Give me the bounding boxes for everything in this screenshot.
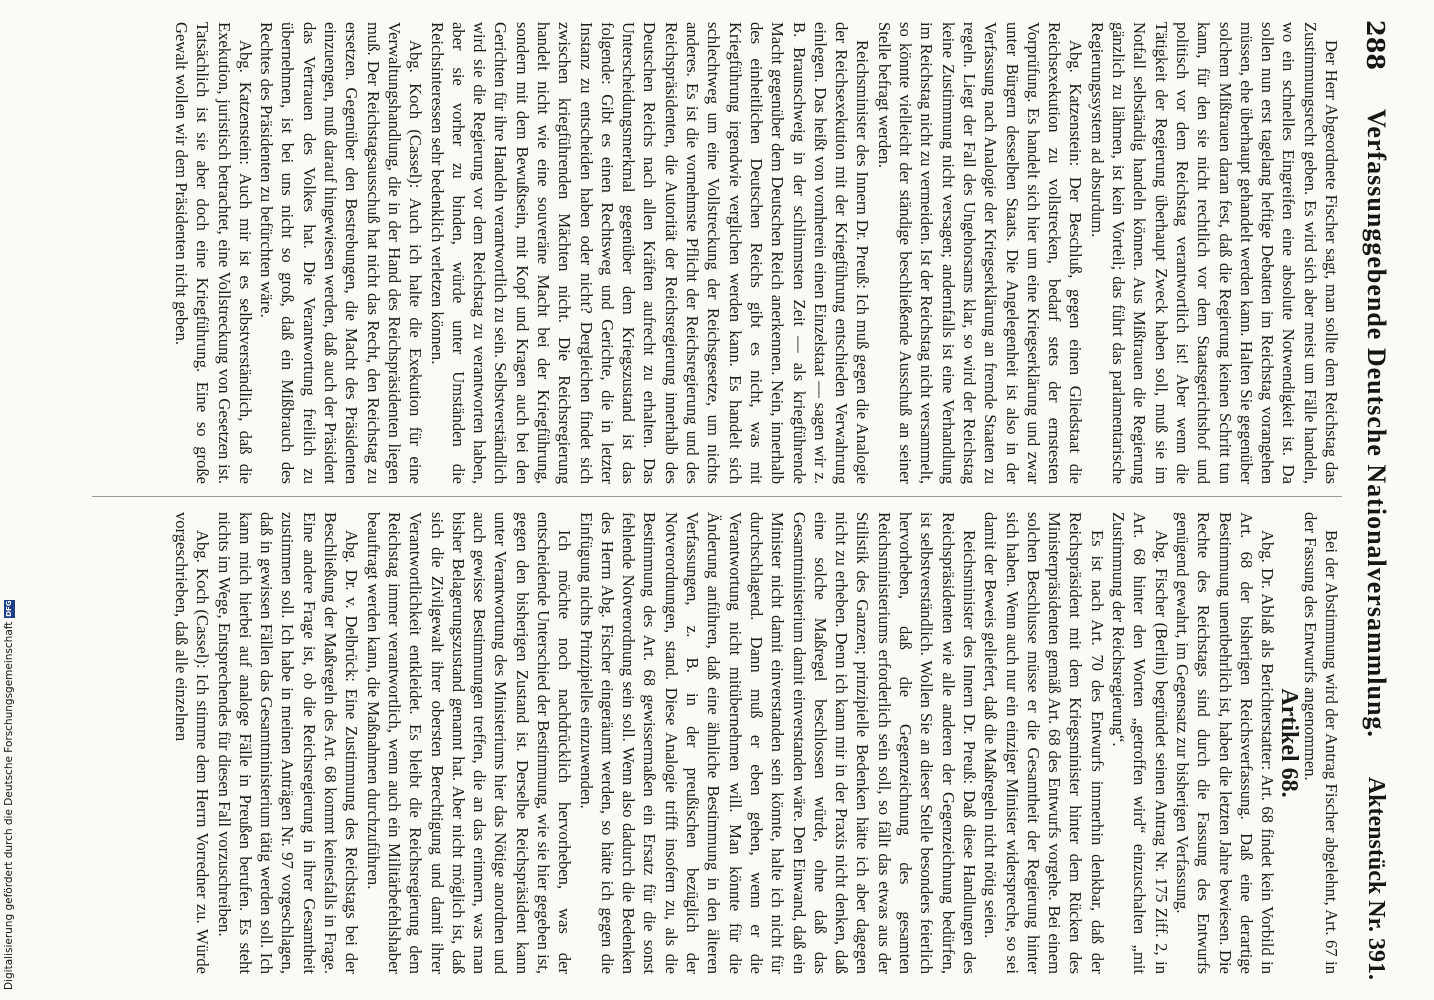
footer-strip	[0, 0, 20, 1000]
paragraph: Abg. Koch (Cassel): Ich stimme dem Herrn Vorredner zu. Würde vorgeschrieben, daß alle einzelnen	[171, 512, 213, 974]
paragraph: Reichsminister des Innern Dr. Preuß: Ich muß gegen die Analogie der Reichsexekution mit der Kriegführung entschieden Verwahrung einlegen. Das heißt von vornherein einen Einzelstaat — sagen wir z. B. Braunschweig in der schlimmsten Zeit — als kriegführende Macht gegenüber dem Deutschen Reich anerkennen. Nein, innerhalb des einheitlichen Deutschen Reichs gibt es nicht, was mit Kriegführung irgendwie verglichen werden kann. Es handelt sich schlechtweg um eine Vollstreckung der Reichsgesetze, um nichts anderes. Es ist die vornehmste Pflicht der Reichsregierung und des Reichspräsidenten, die Autorität der Reichsregierung innerhalb des Deutschen Reichs nach allen Kräften aufrecht zu erhalten. Das Unterscheidungsmerkmal gegenüber dem Kriegszustand ist das folgende: Gibt es einen Rechtsweg und Gerichte, die in letzter Instanz zu entscheiden haben oder nicht? Dergleichen findet sich zwischen kriegführenden Mächten nicht. Die Reichsregierung handelt nicht wie eine souveräne Macht bei der Kriegführung, sondern mit dem Bewußtsein, mit Kopf und Kragen auch bei den Gerichten für ihre Handeln verantwortlich zu sein. Selbstverständlich wird sie die Regierung vor dem Reichstag zu verantworten haben, aber sie vorher zu binden, würde unter Umständen die Reichsinteressen sehr bedenklich verletzen können.	[427, 22, 873, 484]
column-divider	[92, 496, 1342, 497]
vote-result: Bei der Abstimmung wird der Antrag Fischer abgelehnt, Art. 67 in der Fassung des Entwurfs angenommen.	[1300, 512, 1341, 974]
credit-text: Digitalisierung gefördert durch die Deutsche Forschungsgemeinschaft	[3, 621, 15, 990]
paragraph: Ich möchte noch nachdrücklich hervorheben, was der entscheidende Unterschied der Bestimmung, wie sie hier gegeben ist, gegen den bisherigen Zustand ist. Derselbe Reichspräsident kann unter Verantwortung des Ministeriums hier das Nötige anordnen und auch gewisse Bestimmungen treffen, die an das erinnern, was man bisher Belagerungszustand genannt hat. Aber nicht möglich ist, daß sich die Zivilgewalt ihrer obersten Berechtigung und damit ihrer Verantwortlichkeit entkleidet. Es bleibt die Reichsregierung dem Reichstag immer verantwortlich, wenn auch ein Militärbefehlshaber beauftragt werden kann, die Maßnahmen durchzuführen.	[363, 512, 575, 974]
right-column	[82, 512, 1342, 974]
paragraph: Abg. Fischer (Berlin) begründet seinen Antrag Nr. 175 Ziff. 2, in Art. 68 hinter den Worten „getroffen wird“ einzuschalten „mit Zustimmung der Reichsregierung“.	[1109, 512, 1171, 974]
running-title: Verfassunggebende Deutsche Nationalversammlung.	[1362, 109, 1391, 738]
paragraph: Abg. Koch (Cassel): Auch ich halte die Exekution für eine Verwaltungshandlung, die in der Hand des Reichspräsidenten liegen muß. Der Reichstagsausschuß hat nicht das Recht, den Reichstag zu ersetzen. Gegenüber den Bestrebungen, die Macht des Präsidenten einzuengen, muß darauf hingewiesen werden, daß auch der Präsident das Vertrauen des Volkes hat. Die Verantwortung freilich zu übernehmen, ist bei uns nicht so groß, daß ein Mißbrauch des Rechtes des Präsidenten zu befürchten wäre.	[257, 22, 426, 484]
paragraph: Abg. Dr. v. Delbrück: Eine Zustimmung des Reichstags bei der Beschließung der Maßregeln des Art. 68 kommt keinesfalls in Frage. Eine andere Frage ist, ob die Reichsregierung in ihrer Gesamtheit zustimmen soll. Ich habe in meinen Anträgen Nr. 97 vorgeschlagen, daß in gewissen Fällen das Gesamtministerium tätig werden soll. Ich kann mich hierbei auf analoge Fälle in Preußen berufen. Es steht nichts im Wege, Entsprechendes für diesen Fall vorzuschreiben.	[214, 512, 362, 974]
paragraph: Reichsminister des Innern Dr. Preuß: Daß diese Handlungen des Reichspräsidenten wie alle anderen der Gegenzeichnung bedürfen, ist selbstverständlich. Wollen Sie an dieser Stelle besonders feierlich hervorheben, daß die Gegenzeichnung des gesamten Reichsministeriums erforderlich sein soll, so fällt das etwas aus der Stilistik des Ganzen; prinzipielle Bedenken hätte ich aber dagegen nicht zu erheben. Denn ich kann mir in der Praxis nicht denken, daß eine solche Maßregel beschlossen würde, ohne daß das Gesamtministerium damit einverstanden wäre. Den Einwand, daß ein Minister nicht damit einverstanden sein könnte, halte ich nicht für durchschlagend. Dann muß er eben gehen, wenn er die Verantwortung nicht mitübernehmen will. Man könnte für die Änderung anführen, daß eine ähnliche Bestimmung in den älteren Verfassungen, z. B. in der preußischen bezüglich der Notverordnungen, stand. Diese Analogie trifft insofern zu, als die Bestimmung des Art. 68 gewissermaßen ein Ersatz für die sonst fehlende Notverordnung sein soll. Wenn also dadurch die Bedenken des Herrn Abg. Fischer eingeräumt werden, so hätte ich gegen die Einfügung nichts Prinzipielles einzuwenden.	[576, 512, 979, 974]
page-header	[1356, 20, 1396, 980]
paragraph: Abg. Katzenstein: Der Beschluß, gegen einen Gliedstaat die Reichsexekution zu vollstrecken, bedarf stets der ernstesten Vorprüfung. Es handelt sich hier um eine Kriegserklärung und zwar unter Bürgern desselben Staats. Die Angelegenheit ist also in der Verfassung nach Analogie der Kriegserklärung an fremde Staaten zu regeln. Liegt der Fall des Ungehorsams klar, so wird der Reichstag keine Zustimmung nicht versagen; andernfalls ist eine Verhandlung im Reichstag nicht zu vermeiden. Ist der Reichstag nicht versammelt, so könnte vielleicht der ständige beschließende Ausschuß an seiner Stelle befragt werden.	[874, 22, 1086, 484]
document-reference: Aktenstück Nr. 391.	[1363, 776, 1390, 980]
paragraph: Abg. Katzenstein: Auch mir ist es selbstverständlich, daß die Exekution, juristisch betrachtet, eine Vollstreckung von Gesetzen ist. Tatsächlich ist sie aber doch eine Kriegführung. Eine so große Gewalt wollen wir dem Präsidenten nicht geben.	[171, 22, 255, 484]
paragraph: Abg. Dr. Ablaß als Berichterstatter: Art. 68 findet kein Vorbild in Art. 68 der bisherigen Reichsverfassung. Daß eine derartige Bestimmung unentbehrlich ist, haben die letzten Jahre bewiesen. Die Rechte des Reichstags sind durch die Fassung des Entwurfs genügend gewahrt, im Gegensatz zur bisherigen Verfassung.	[1172, 512, 1278, 974]
paragraph: Es ist nach Art. 70 des Entwurfs immerhin denkbar, daß der Reichspräsident mit dem Kriegsminister hinter dem Rücken des Ministerpräsidenten gemäß Art. 68 des Entwurfs vorgehe. Bei einem solchen Beschlusse müsse er die Gesamtheit der Regierung hinter sich haben. Wenn auch nur ein einziger Minister widerspreche, so sei damit der Beweis geliefert, daß die Maßregeln nicht nötig seien.	[981, 512, 1107, 974]
dfg-logo: DFG	[4, 600, 13, 617]
paragraph: Der Herr Abgeordnete Fischer sagt, man sollte dem Reichstag das Zustimmungsrecht geben. Es wird sich aber meist um Fälle handeln, wo ein schnelles Eingreifen eine absolute Notwendigkeit ist. Da sollen nun erst tagelang heftige Debatten im Reichstag vorangehen müssen, ehe überhaupt gehandelt werden kann. Halten Sie gegenüber solchem Mißtrauen daran fest, daß die Regierung keinen Schritt tun kann, für den sie nicht rechtlich vor dem Staatsgerichtshof und politisch vor dem Reichstag verantwortlich ist! Aber wenn die Tätigkeit der Regierung überhaupt Zweck haben soll, muß sie im Notfall selbständig handeln können. Aus Mißtrauen die Regierung gänzlich zu lähmen, ist kein Vorteil; das führt das parlamentarische Regierungssystem ad absurdum.	[1087, 22, 1341, 484]
digitization-credit	[3, 600, 15, 990]
article-heading: Artikel 68.	[1276, 688, 1303, 798]
page-number: 288	[1361, 20, 1391, 71]
left-column	[82, 22, 1342, 484]
